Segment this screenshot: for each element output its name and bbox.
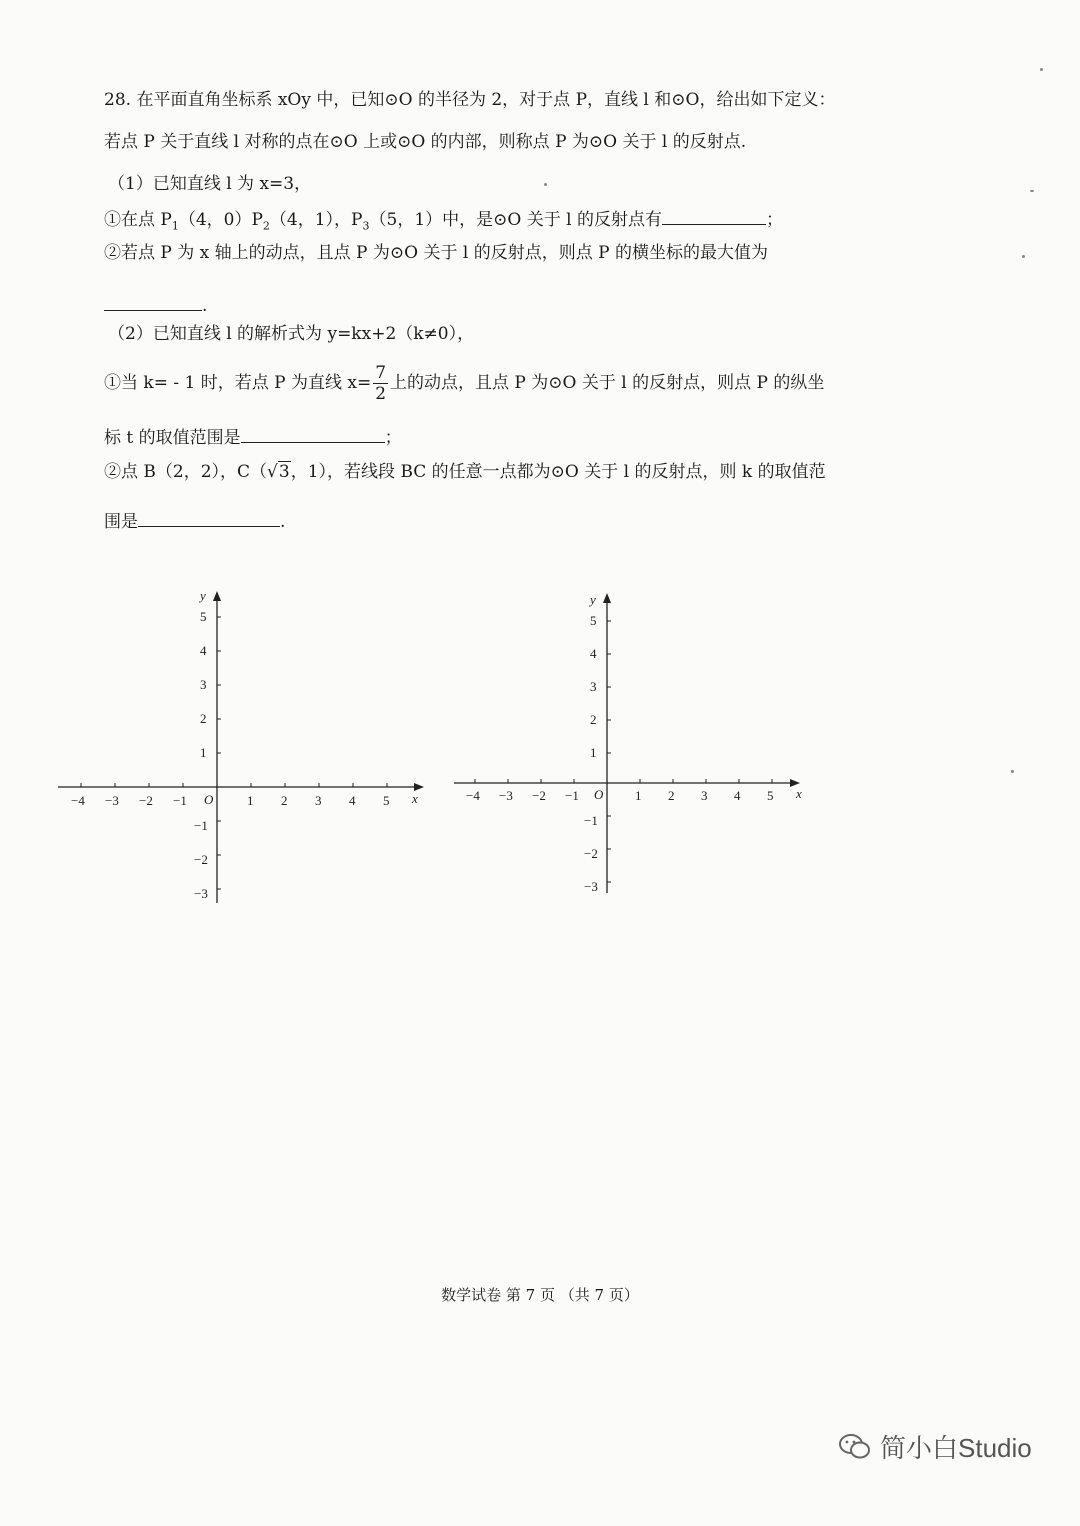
answer-blank[interactable] [662,206,766,225]
x-axis-label: x [796,786,802,801]
origin-label: O [204,792,214,807]
svg-text:−1: −1 [173,793,187,808]
origin-label: O [594,787,604,802]
svg-text:−3: −3 [499,788,513,803]
svg-text:−1: −1 [565,788,579,803]
svg-text:5: 5 [590,613,597,628]
answer-blank[interactable] [104,292,202,311]
svg-text:3: 3 [701,788,708,803]
fraction-seven-halves: $\frac{7}{2}$ [375,363,387,404]
svg-text:−1: −1 [584,813,598,828]
svg-text:−2: −2 [194,852,208,867]
svg-text:4: 4 [590,646,597,661]
svg-text:−2: −2 [584,846,598,861]
part2-q1: ①当 k= - 1 时，若点 P 为直线 x= $\frac{7}{2}$ 上的动点，且点 P 为⊙O 关于 l 的反射点，则点 P 的纵坐 [104,363,825,404]
svg-text:−1: −1 [194,818,208,833]
coordinate-grid-1 [56,585,436,915]
svg-text:−3: −3 [194,886,208,901]
part2-intro: （2）已知直线 l 的解析式为 y=kx+2（k≠0）， [108,324,475,344]
svg-text:4: 4 [734,788,741,803]
svg-text:1: 1 [247,793,254,808]
watermark: 简小白Studio [838,1428,1032,1465]
y-axis-label: y [200,588,206,603]
svg-text:2: 2 [668,788,675,803]
answer-blank[interactable] [138,508,280,527]
question-line-2: 若点 P 关于直线 l 对称的点在⊙O 上或⊙O 的内部，则称点 P 为⊙O 关于 l 的反射点. [104,132,747,152]
svg-text:1: 1 [635,788,642,803]
y-axis-label: y [590,592,596,607]
part1-q1: ①在点 $P_1(4$，$0)P_2(4$，1），$P_3(5$，1）中，是⊙O 关于 l 的反射点有 ； [104,206,783,238]
svg-text:−3: −3 [105,793,119,808]
svg-text:5: 5 [200,609,207,624]
scan-speck [544,183,547,186]
svg-text:−2: −2 [139,793,153,808]
x-tick-labels [71,793,390,808]
coordinate-grid-2 [452,585,812,905]
wechat-icon [838,1432,872,1462]
svg-text:3: 3 [200,677,207,692]
svg-text:4: 4 [200,643,207,658]
svg-text:2: 2 [590,712,597,727]
answer-blank[interactable] [241,424,385,443]
part1-intro: （1）已知直线 l 为 x=3， [108,174,312,194]
scan-speck [1030,190,1034,192]
scan-speck [1040,68,1043,71]
svg-text:2: 2 [200,711,207,726]
svg-text:1: 1 [590,745,597,760]
part2-q1-cont: 标 t 的取值范围是 ； [104,424,402,450]
x-tick-labels [466,788,774,803]
part2-q2: ②点 B（2，2），C（√3，1），若线段 BC 的任意一点都为⊙O 关于 l 的反射点，则 k 的取值范 [104,462,826,482]
y-tick-labels [584,613,598,894]
svg-text:−4: −4 [71,793,85,808]
svg-text:3: 3 [315,793,322,808]
y-tick-labels [194,609,208,901]
part2-q2-cont: 围是 . [104,508,285,534]
svg-text:−4: −4 [466,788,480,803]
part1-q2: ②若点 P 为 x 轴上的动点，且点 P 为⊙O 关于 l 的反射点，则点 P 的横坐标的最大值为 [104,243,768,263]
scan-speck [1022,255,1025,258]
svg-text:3: 3 [590,679,597,694]
svg-text:1: 1 [200,745,207,760]
scan-speck [1011,770,1014,773]
svg-text:5: 5 [767,788,774,803]
part1-q2-answer: . [104,292,207,318]
svg-text:2: 2 [281,793,288,808]
x-axis-label: x [412,791,418,806]
question-line-1: 28. 在平面直角坐标系 xOy 中，已知⊙O 的半径为 2，对于点 P，直线 l 和⊙O，给出如下定义： [104,90,836,110]
svg-text:−3: −3 [584,879,598,894]
svg-text:5: 5 [383,793,390,808]
svg-text:4: 4 [349,793,356,808]
page-footer: 数学试卷 第 7 页 （共 7 页） [441,1286,639,1304]
svg-text:−2: −2 [532,788,546,803]
